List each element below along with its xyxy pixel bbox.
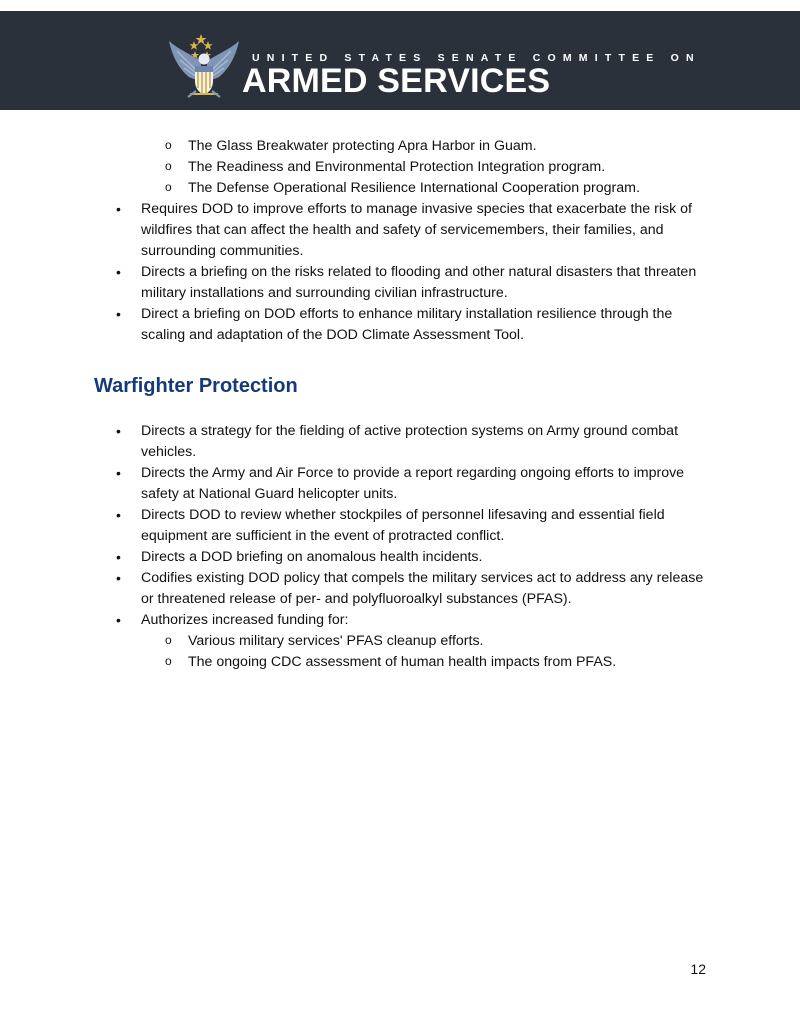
list-item: • Codifies existing DOD policy that compels the military services act to address any release or threatened release of per- and polyfluoroalkyl substances (PFAS). bbox=[94, 568, 714, 610]
list-item: • Directs a strategy for the fielding of active protection systems on Army ground combat vehicles. bbox=[94, 421, 714, 463]
committee-title: ARMED SERVICES bbox=[242, 62, 551, 100]
list-item: o Various military services' PFAS cleanup efforts. bbox=[94, 631, 714, 652]
list-item: o The Defense Operational Resilience International Cooperation program. bbox=[94, 178, 714, 199]
list-item: o The Glass Breakwater protecting Apra Harbor in Guam. bbox=[94, 136, 714, 157]
list-item: • Directs a DOD briefing on anomalous health incidents. bbox=[94, 547, 714, 568]
resilience-list bbox=[94, 136, 714, 346]
warfighter-protection-list bbox=[94, 421, 714, 673]
list-item: • Directs a briefing on the risks related to flooding and other natural disasters that threaten military installations and surrounding civilian infrastructure. bbox=[94, 262, 714, 304]
list-item: • Directs DOD to review whether stockpiles of personnel lifesaving and essential field equipment are sufficient in the event of protracted conflict. bbox=[94, 505, 714, 547]
list-item: o The Readiness and Environmental Protection Integration program. bbox=[94, 157, 714, 178]
page-number: 12 bbox=[690, 961, 706, 977]
section-heading-warfighter-protection: Warfighter Protection bbox=[94, 375, 298, 397]
list-item: o The ongoing CDC assessment of human health impacts from PFAS. bbox=[94, 652, 714, 673]
list-item: • Authorizes increased funding for: bbox=[94, 610, 714, 631]
document-body bbox=[94, 136, 714, 673]
list-item: • Direct a briefing on DOD efforts to enhance military installation resilience through the scaling and adaptation of the DOD Climate Assessment Tool. bbox=[94, 304, 714, 346]
committee-kicker: UNITED STATES SENATE COMMITTEE ON bbox=[252, 52, 701, 64]
list-item: • Requires DOD to improve efforts to manage invasive species that exacerbate the risk of wildfires that can affect the health and safety of servicemembers, their families, and surrounding communities. bbox=[94, 199, 714, 262]
header-banner bbox=[0, 11, 800, 110]
list-item: • Directs the Army and Air Force to provide a report regarding ongoing efforts to improve safety at National Guard helicopter units. bbox=[94, 463, 714, 505]
eagle-seal-icon bbox=[166, 31, 242, 103]
